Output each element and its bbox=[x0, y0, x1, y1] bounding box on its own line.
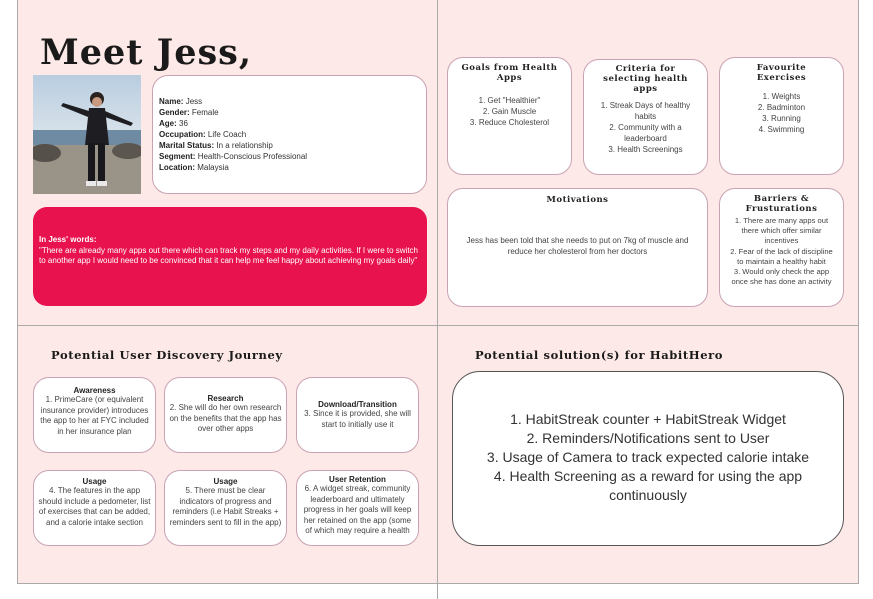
journey-step-text: 1. PrimeCare (or equivalent insurance provider) introduces the app to her at FYC included in her insurance plan bbox=[40, 395, 149, 436]
journey-step-title: Research bbox=[207, 394, 244, 403]
journey-step-text: 6. A widget streak, community leaderboard and ultimately progress in her goals will keep her retained on the app (some of which may require a health bbox=[303, 484, 412, 535]
goals-item: 3. Reduce Cholesterol bbox=[469, 118, 550, 127]
horizontal-divider bbox=[17, 325, 859, 326]
goals-card bbox=[447, 57, 572, 175]
quote-text: "There are already many apps out there which can track my steps and my daily activities. If I were to switch to another app I would need to be convinced that it can help me feel happy about achieving my goals daily" bbox=[39, 245, 418, 265]
exercises-list bbox=[720, 91, 843, 135]
journey-step-awareness bbox=[33, 377, 156, 453]
persona-info-row bbox=[159, 129, 426, 140]
barriers-item: 1. There are many apps out there which offer similar incentives bbox=[734, 216, 829, 246]
quote-heading: In Jess' words: bbox=[39, 235, 97, 244]
criteria-card bbox=[583, 59, 708, 175]
persona-info-value: In a relationship bbox=[216, 141, 273, 150]
exercises-item: 2. Badminton bbox=[757, 103, 806, 112]
goals-list bbox=[448, 95, 571, 128]
journey-step-research bbox=[164, 377, 287, 453]
criteria-item: 1. Streak Days of healthy habits bbox=[600, 101, 691, 121]
criteria-item: 3. Health Screenings bbox=[608, 145, 683, 154]
exercises-title: Favourite Exercises bbox=[756, 63, 807, 83]
solution-item: 4. Health Screening as a reward for using the app continuously bbox=[493, 468, 803, 503]
exercises-item: 4. Swimming bbox=[758, 125, 805, 134]
persona-info-value: 36 bbox=[179, 119, 188, 128]
persona-info-value: Health-Conscious Professional bbox=[197, 152, 308, 161]
persona-photo bbox=[33, 75, 141, 194]
journey-step-title: User Retention bbox=[329, 475, 386, 484]
journey-step-usage-indicators bbox=[164, 470, 287, 546]
vertical-divider bbox=[437, 0, 438, 599]
persona-info-label: Location: bbox=[159, 163, 195, 172]
bottom-border bbox=[17, 583, 859, 584]
persona-info-label: Name: bbox=[159, 97, 184, 106]
journey-step-title: Usage bbox=[82, 477, 107, 486]
persona-info-label: Occupation: bbox=[159, 130, 206, 139]
persona-info-value: Female bbox=[191, 108, 219, 117]
journey-step-text: 3. Since it is provided, she will start to initially use it bbox=[304, 409, 411, 429]
motivations-card bbox=[447, 188, 708, 307]
journey-step-retention bbox=[296, 470, 419, 546]
solution-item: 2. Reminders/Notifications sent to User bbox=[526, 430, 770, 446]
persona-info-row bbox=[159, 107, 426, 118]
persona-title: Meet Jess, bbox=[40, 32, 253, 73]
persona-info-row bbox=[159, 118, 426, 129]
solutions-card bbox=[452, 371, 844, 546]
persona-info-label: Gender: bbox=[159, 108, 190, 117]
persona-info-label: Segment: bbox=[159, 152, 196, 161]
solutions-list bbox=[453, 372, 843, 505]
persona-info-label: Age: bbox=[159, 119, 177, 128]
persona-info-row bbox=[159, 96, 426, 107]
persona-info-row bbox=[159, 151, 426, 162]
exercises-item: 1. Weights bbox=[762, 92, 801, 101]
persona-info-list bbox=[153, 76, 426, 173]
persona-info-value: Jess bbox=[185, 97, 203, 106]
exercises-item: 3. Running bbox=[762, 114, 801, 123]
barriers-item: 2. Fear of the lack of discipline to maintain a healthy habit bbox=[730, 246, 833, 266]
goals-item: 1. Get "Healthier" bbox=[478, 96, 541, 105]
journey-step-title: Usage bbox=[213, 477, 238, 486]
criteria-title: Criteria for selecting health apps bbox=[603, 64, 688, 94]
journey-step-text: 2. She will do her own research on the benefits that the app has over other apps bbox=[169, 403, 282, 433]
barriers-card bbox=[719, 188, 844, 307]
persona-info-value: Life Coach bbox=[207, 130, 247, 139]
motivations-title: Motivations bbox=[546, 195, 609, 205]
persona-info-row bbox=[159, 140, 426, 151]
motivations-text: Jess has been told that she needs to put on 7kg of muscle and reduce her cholesterol from her doctors bbox=[466, 236, 689, 256]
persona-info-card bbox=[152, 75, 427, 194]
criteria-item: 2. Community with a leaderboard bbox=[609, 123, 682, 143]
journey-title: Potential User Discovery Journey bbox=[51, 348, 283, 362]
journey-step-text: 5. There must be clear indicators of progress and reminders (i.e Habit Streaks + reminders sent to fill in the app) bbox=[169, 486, 282, 527]
journey-step-download bbox=[296, 377, 419, 453]
left-border bbox=[17, 0, 18, 584]
persona-quote bbox=[33, 207, 427, 306]
criteria-list bbox=[584, 100, 707, 155]
exercises-card bbox=[719, 57, 844, 175]
persona-info-label: Marital Status: bbox=[159, 141, 215, 150]
journey-step-title: Awareness bbox=[73, 386, 116, 395]
persona-info-row bbox=[159, 162, 426, 173]
persona-info-value: Malaysia bbox=[197, 163, 229, 172]
barriers-item: 3. Would only check the app once she has done an activity bbox=[731, 267, 832, 287]
goals-title: Goals from Health Apps bbox=[461, 63, 558, 83]
journey-step-text: 4. The features in the app should include a pedometer, list of exercises that can be added, and a calorie intake section bbox=[38, 486, 151, 527]
right-border bbox=[858, 0, 859, 584]
solution-item: 3. Usage of Camera to track expected calorie intake bbox=[486, 449, 810, 465]
goals-item: 2. Gain Muscle bbox=[482, 107, 537, 116]
journey-step-usage-features bbox=[33, 470, 156, 546]
solution-item: 1. HabitStreak counter + HabitStreak Widget bbox=[510, 411, 786, 427]
journey-step-title: Download/Transition bbox=[318, 400, 397, 409]
barriers-list bbox=[720, 216, 843, 287]
barriers-title: Barriers & Frusturations bbox=[745, 194, 818, 214]
solutions-title: Potential solution(s) for HabitHero bbox=[475, 348, 724, 362]
